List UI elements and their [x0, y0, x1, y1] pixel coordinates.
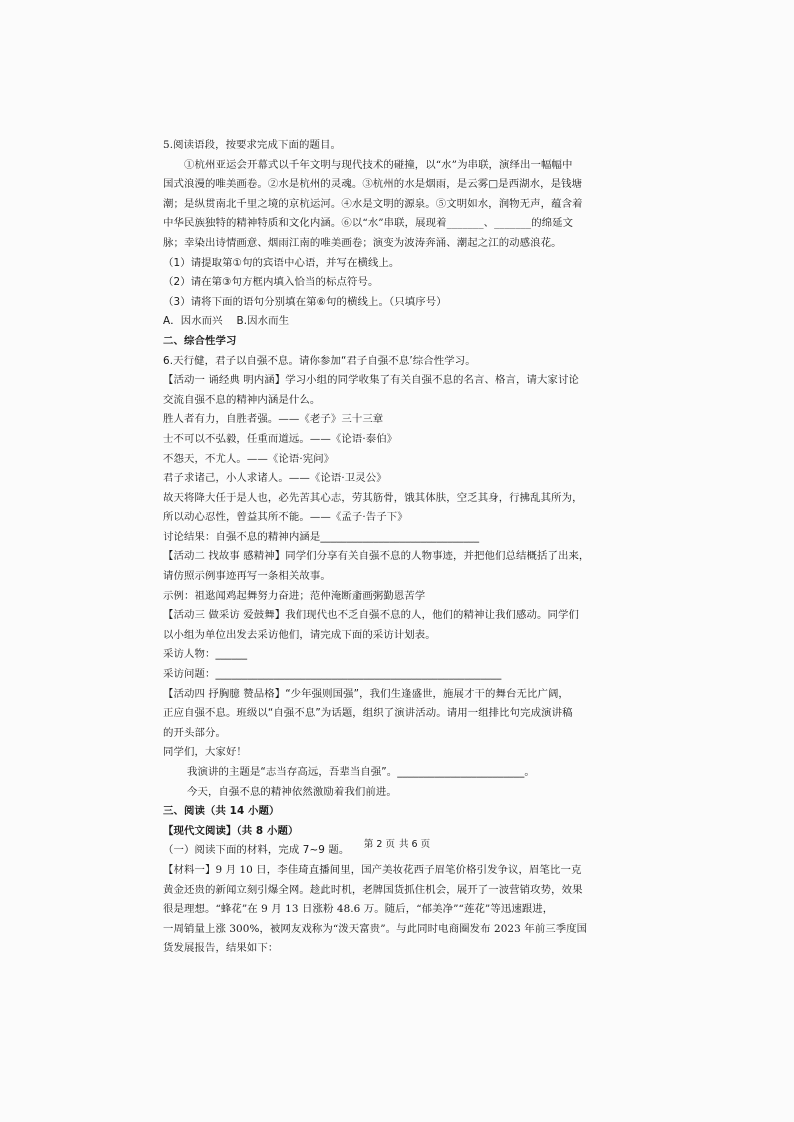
discussion-result: 讨论结果：自强不息的精神内涵是______________________________: [163, 530, 480, 543]
quote-line: 君子求诸己，小人求诸人。——《论语·卫灵公》: [163, 472, 387, 485]
material-line: 黄金还贵的新闻立刻引爆全网。趁此时机，老牌国货抓住机会，展开了一波营销攻势，效果: [163, 883, 583, 896]
q5-heading: 5.阅读语段，按要求完成下面的题目。: [163, 139, 341, 151]
page-footer: [0, 836, 794, 850]
material-line: 【材料一】9 月 10 日，李佳琦直播间里，国产美妆花西子眉笔价格引发争议，眉笔比一克: [163, 863, 582, 876]
reading-part-heading: （一）阅读下面的材料，完成 7~9 题。: [163, 844, 350, 857]
interviewee-field: 采访人物：______: [163, 648, 248, 661]
example-line: 示例：祖逖闻鸡起舞努力奋进；范仲淹断齑画粥勤恩苦学: [163, 589, 426, 602]
activity2-line: 请仿照示例事迹再写一条相关故事。: [163, 570, 331, 583]
section-title: 三、阅读（共 14 小题）: [163, 805, 280, 818]
section-title: 二、综合性学习: [163, 334, 237, 347]
q5-passage-line: 脉；幸染出诗情画意、烟雨江南的唯美画卷；演变为波涛奔涌、潮起之江的动感浪花。: [163, 236, 562, 249]
quote-line: 不怨天，不尤人。——《论语·宪问》: [163, 452, 335, 465]
speech-greeting: 同学们，大家好！: [163, 746, 247, 759]
speech-theme: 我演讲的主题是“志当存高远，吾辈当自强”。________________________。: [187, 766, 535, 778]
q5-passage-line: ①杭州亚运会开幕式以千年文明与现代技术的碰撞，以“水”为串联，演绎出一幅幅中: [184, 158, 573, 171]
q6-intro: 6.天行健，君子以自强不息。请你参加“君子自强不息’综合性学习。: [163, 354, 476, 367]
interview-question-field: 采访问题：______________________________________________________: [163, 668, 502, 681]
quote-line: 胜人者有力，自胜者强。——《老子》三十三章: [163, 413, 384, 426]
q5-sub-question: （3）请将下面的语句分别填在第⑥句的横线上。（只填序号）: [163, 295, 447, 308]
page-total: 共 6 页: [399, 839, 431, 850]
q5-sub-question: （1）请提取第①句的宾语中心语，并写在横线上。: [163, 256, 400, 269]
q5-passage-line: 潮；是纵贯南北千里之境的京杭运河。④水是文明的源泉。⑤文明如水，润物无声，蕴含着: [163, 197, 583, 210]
activity3-line: 以小组为单位出发去采访他们，请完成下面的采访计划表。: [163, 628, 436, 641]
activity2-line: 【活动二 找故事 感精神】同学们分享有关自强不息的人物事迹，并把他们总结概括了出来，: [163, 550, 590, 563]
material-line: 很是理想。“蜂花”在 9 月 13 日涨粉 48.6 万。随后，“郁美净”“莲花”等迅速跟进，: [163, 903, 554, 916]
activity3-line: 【活动三 做采访 爱鼓舞】我们现代也不乏自强不息的人，他们的精神让我们感动。同学们: [163, 609, 579, 622]
activity4-line: 的开头部分。: [163, 726, 226, 739]
q5-passage-line: 中华民族独特的精神特质和文化内涵。⑥以“水”串联，展现着_______、_______的绵延文: [163, 217, 574, 230]
q5-sub-question: （2）请在第③句方框内填入恰当的标点符号。: [163, 276, 379, 289]
activity4-line: 【活动四 抒胸臆 赞品格】“少年强则国强”，我们生逢盛世，施展才干的舞台无比广阔，: [163, 687, 569, 700]
q5-passage-line: 国式浪漫的唯美画卷。②水是杭州的灵魂。③杭州的水是烟雨，是云雾□是西湖水，是钱塘: [163, 178, 583, 191]
activity1-line: 交流自强不息的精神内涵是什么。: [163, 393, 321, 406]
speech-closing: 今天，自强不息的精神依然激励着我们前进。: [187, 785, 397, 798]
material-line: 一周销量上涨 300%，被网友戏称为“泼天富贵”。与此同时电商圈发布 2023 年前三季度国: [163, 922, 588, 935]
material-line: 货发展报告，结果如下：: [163, 942, 279, 955]
quote-line: 士不可以不弘毅，任重而道远。——《论语·泰伯》: [163, 432, 398, 445]
section-subtitle: 【现代文阅读】（共 8 小题）: [163, 824, 299, 837]
activity4-line: 正应自强不息。班级以“自强不息”为话题，组织了演讲活动。请用一组排比句完成演讲稿: [163, 707, 573, 720]
q5-options: A．因水而兴 B.因水而生: [163, 315, 290, 328]
page-number: 第 2 页: [363, 839, 395, 850]
quote-line: 故天将降大任于是人也，必先苦其心志，劳其筋骨，饿其体肤，空乏其身，行拂乱其所为，: [163, 491, 583, 504]
quote-line: 所以动心忍性，曾益其所不能。——《孟子·告子下》: [163, 511, 408, 524]
activity1-line: 【活动一 诵经典 明内涵】学习小组的同学收集了有关自强不息的名言、格言，请大家讨论: [163, 374, 579, 387]
